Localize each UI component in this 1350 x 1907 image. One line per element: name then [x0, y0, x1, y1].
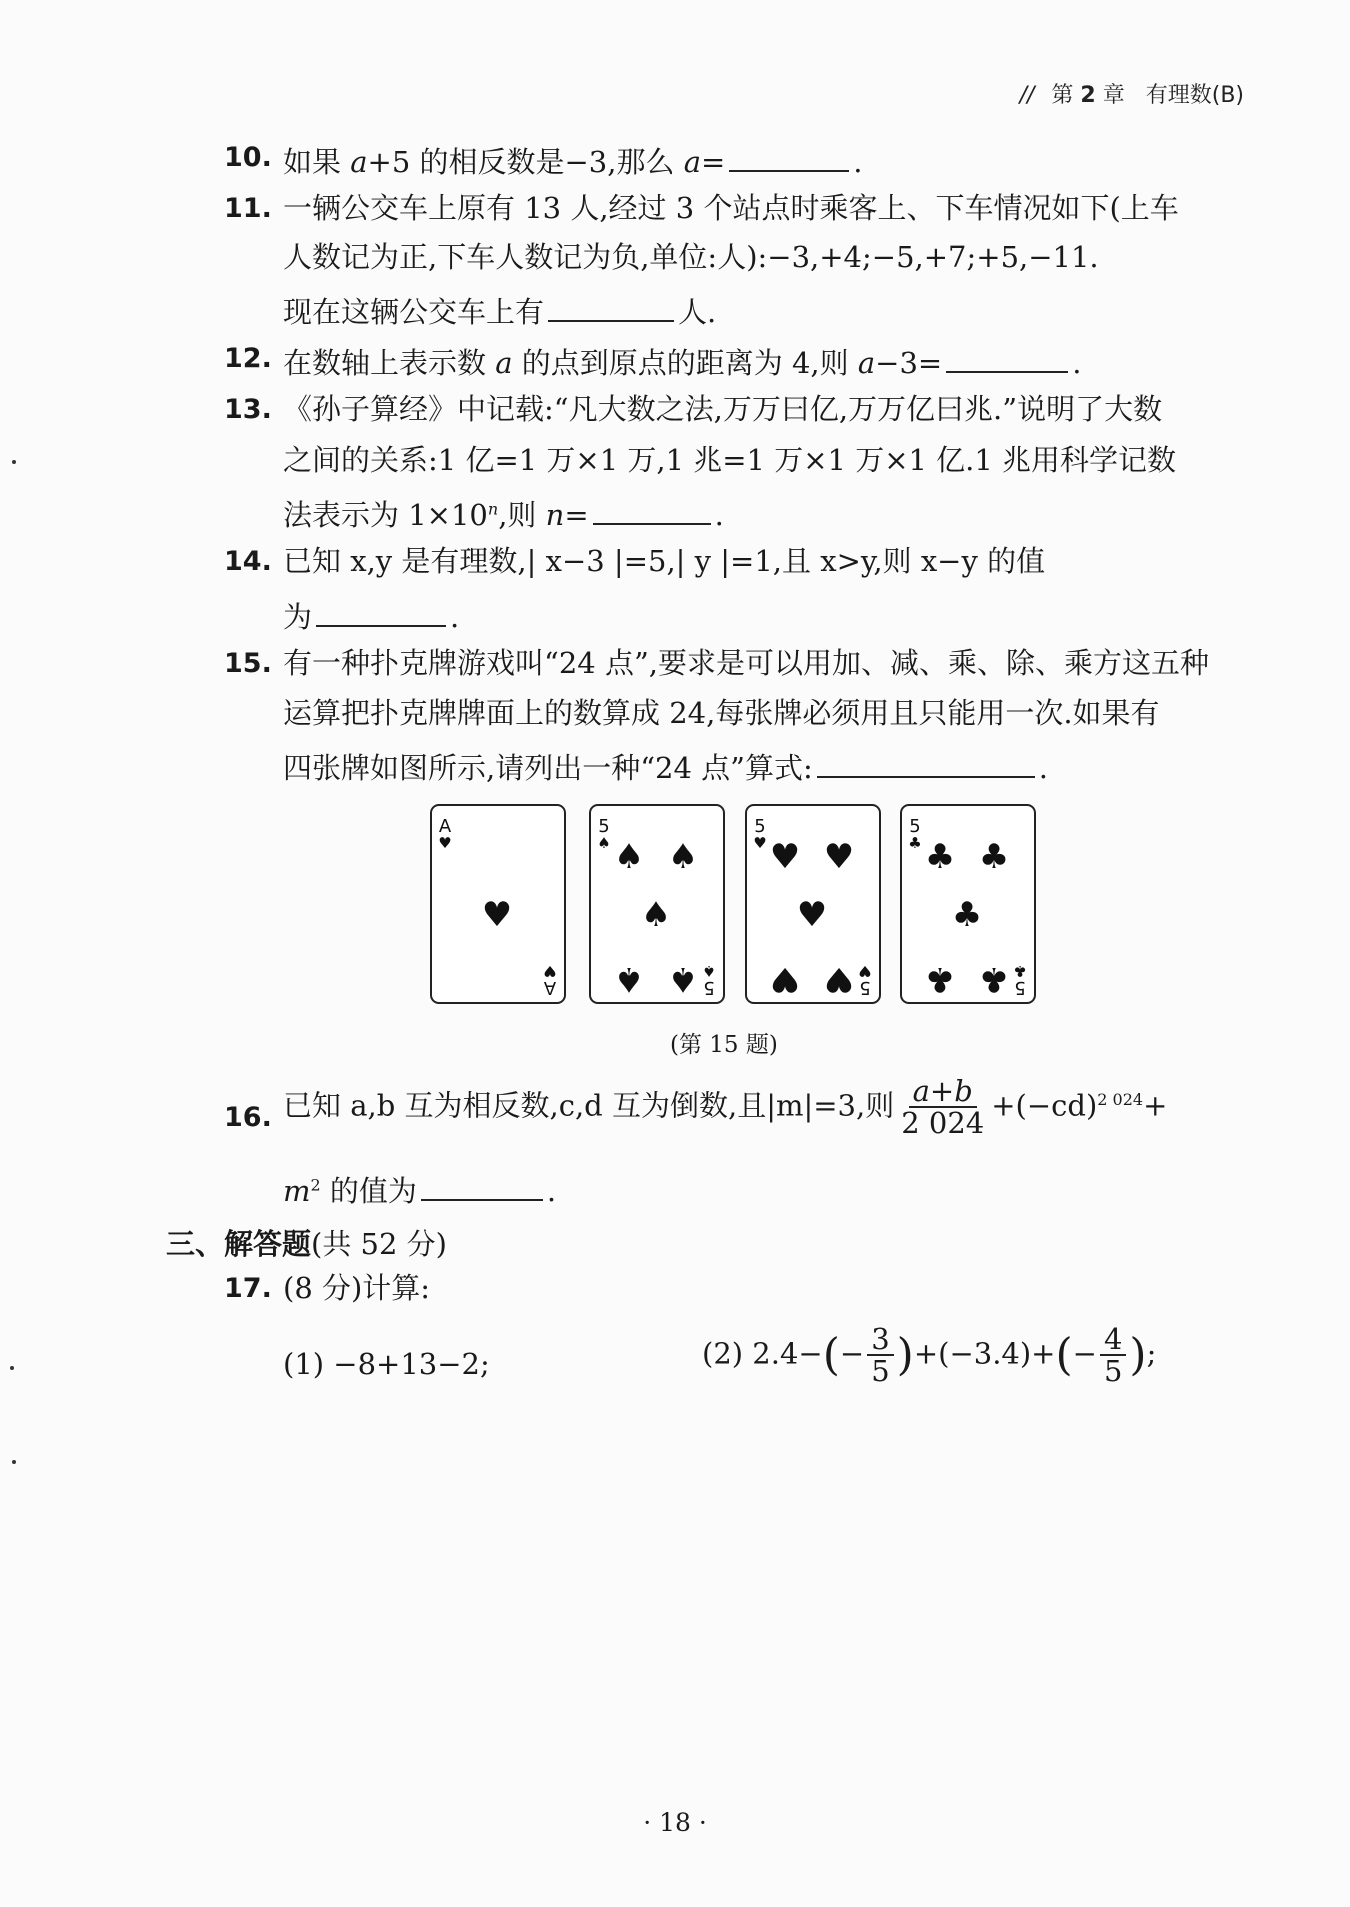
header-mark: // [1019, 83, 1035, 108]
answer-blank[interactable] [316, 598, 446, 627]
chapter-label: 第 2 章 [1051, 83, 1125, 108]
margin-speck [12, 460, 16, 464]
heart-icon: ♥ [753, 834, 767, 852]
question-13-line-1: 《孙子算经》中记载:“凡大数之法,万万曰亿,万万亿曰兆.”说明了大数 [283, 392, 1163, 426]
heart-icon: ♥ [769, 837, 801, 877]
club-icon: ♣ [978, 959, 1010, 999]
question-14-line-2: 为 . [283, 600, 460, 634]
question-13-line-2: 之间的关系:1 亿=1 万×1 万,1 兆=1 万×1 万×1 亿.1 兆用科学记数 [283, 443, 1177, 477]
question-number: 14. [224, 546, 272, 577]
question-number: 12. [224, 343, 272, 374]
playing-card-spade-5 [589, 804, 725, 1004]
card-face [432, 806, 563, 1001]
club-icon: ♣ [978, 837, 1010, 877]
question-10-text: 如果 a+5 的相反数是−3,那么 a= . [283, 145, 863, 179]
fraction: $\frac{4}{5}$ [1100, 1324, 1126, 1387]
card-rank: 5 [859, 977, 871, 998]
spade-icon: ♠ [613, 837, 645, 877]
club-icon: ♣ [951, 895, 983, 935]
question-15-line-3: 四张牌如图所示,请列出一种“24 点”算式: . [283, 751, 1048, 785]
question-number: 16. [224, 1102, 272, 1133]
heart-icon: ♥ [438, 834, 452, 852]
answer-blank[interactable] [729, 143, 849, 172]
section-heading: 三、解答题(共 52 分) [166, 1227, 447, 1261]
playing-card-club-5 [900, 804, 1036, 1004]
question-14-line-1: 已知 x,y 是有理数,| x−3 |=5,| y |=1,且 x>y,则 x−y 的值 [283, 544, 1046, 578]
heart-icon: ♥ [796, 895, 828, 935]
answer-blank[interactable] [946, 344, 1068, 373]
figure-caption: (第 15 题) [670, 1032, 778, 1058]
question-11-line-2: 人数记为正,下车人数记为负,单位:人):−3,+4;−5,+7;+5,−11. [283, 240, 1099, 274]
fraction: $\frac{a+b}{2 024}$ [901, 1074, 985, 1141]
question-15-line-1: 有一种扑克牌游戏叫“24 点”,要求是可以用加、减、乘、除、乘方这五种 [283, 646, 1209, 680]
question-16-line-2: $m^2$ 的值为 . [283, 1174, 557, 1208]
heart-icon: ♥ [481, 895, 513, 935]
club-icon: ♣ [1013, 962, 1027, 980]
card-face [747, 806, 878, 1001]
card-rank: 5 [1014, 977, 1026, 998]
question-number: 13. [224, 394, 272, 425]
club-icon: ♣ [908, 834, 922, 852]
card-rank: A [438, 816, 452, 837]
spade-icon: ♠ [613, 959, 645, 999]
card-rank: 5 [703, 977, 715, 998]
answer-blank[interactable] [548, 293, 674, 322]
question-17-part-1: (1) −8+13−2; [283, 1347, 490, 1381]
chapter-title: 有理数(B) [1145, 83, 1244, 108]
answer-blank[interactable] [817, 749, 1035, 778]
question-16-line-1: 已知 a,b 互为相反数,c,d 互为倒数,且|m|=3,则 $\frac{a+b}{2 024}$ $+(-cd)^{2 024}+$ [283, 1074, 1168, 1141]
heart-icon: ♥ [823, 959, 855, 999]
question-11-line-1: 一辆公交车上原有 13 人,经过 3 个站点时乘客上、下车情况如下(上车 [283, 191, 1179, 225]
card-face [591, 806, 722, 1001]
margin-speck [12, 1460, 16, 1464]
heart-icon: ♥ [858, 962, 872, 980]
spade-icon: ♠ [702, 962, 716, 980]
card-face [902, 806, 1033, 1001]
answer-blank[interactable] [593, 496, 711, 525]
question-15-line-2: 运算把扑克牌牌面上的数算成 24,每张牌必须用且只能用一次.如果有 [283, 696, 1160, 730]
spade-icon: ♠ [667, 837, 699, 877]
question-number: 15. [224, 648, 272, 679]
heart-icon: ♥ [823, 837, 855, 877]
page-number: · 18 · [643, 1808, 707, 1837]
card-rank: 5 [909, 816, 921, 837]
running-header [1020, 78, 1244, 109]
question-13-line-3: 法表示为 $1\times 10^n$,则 n= . [283, 498, 724, 532]
question-17-part-2: (2) 2.4−(− $\frac{3}{5}$ )+(−3.4)+(− $\frac{4}{5}$ ); [702, 1322, 1157, 1389]
club-icon: ♣ [924, 959, 956, 999]
playing-card-heart-A [430, 804, 566, 1004]
card-rank: 5 [598, 816, 610, 837]
margin-speck [10, 1366, 14, 1370]
card-rank: A [543, 977, 557, 998]
spade-icon: ♠ [667, 959, 699, 999]
spade-icon: ♠ [640, 895, 672, 935]
card-rank: 5 [754, 816, 766, 837]
question-12-text: 在数轴上表示数 a 的点到原点的距离为 4,则 a−3= . [283, 346, 1082, 380]
playing-card-heart-5 [745, 804, 881, 1004]
club-icon: ♣ [924, 837, 956, 877]
question-11-line-3: 现在这辆公交车上有 人. [283, 295, 717, 329]
question-number: 10. [224, 142, 272, 173]
question-number: 17. [224, 1273, 272, 1304]
heart-icon: ♥ [543, 962, 557, 980]
question-17-title: (8 分)计算: [283, 1271, 431, 1305]
fraction: $\frac{3}{5}$ [867, 1324, 893, 1387]
answer-blank[interactable] [421, 1172, 543, 1201]
spade-icon: ♠ [597, 834, 611, 852]
heart-icon: ♥ [769, 959, 801, 999]
question-number: 11. [224, 193, 272, 224]
